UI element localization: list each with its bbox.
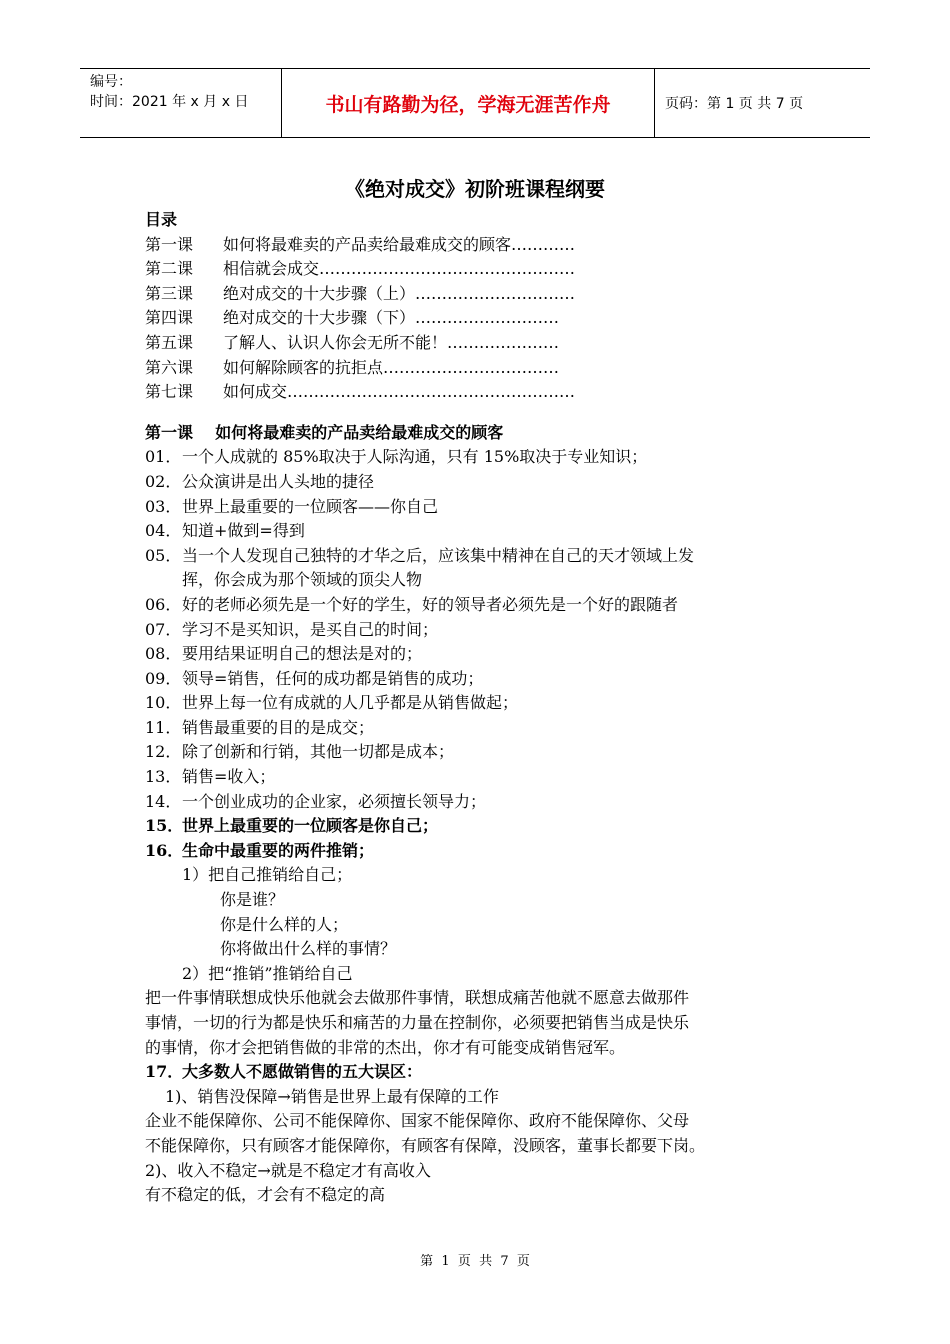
toc-item [145,380,815,405]
item-number: 02． [145,471,182,491]
toc-lesson: 第三课 [145,283,194,303]
item-text: 大多数人不愿做销售的五大误区： [182,1062,423,1082]
list-item [145,470,815,495]
sub-item-detail: 你是什么样的人； [220,914,349,934]
toc-lesson: 第五课 [145,332,194,352]
list-item [145,691,815,716]
toc-text: 了解人、认识人你会无所不能！………………… [223,332,560,352]
toc-lesson: 第七课 [145,382,194,402]
list-item [145,495,815,520]
item-text: 学习不是买知识，是买自己的时间； [182,619,439,639]
toc-item [145,356,815,381]
item-number: 12． [145,742,182,762]
item-number: 07． [145,619,182,639]
list-item [145,593,815,618]
paragraph-line: 企业不能保障你、公司不能保障你、国家不能保障你、政府不能保障你、父母 [145,1111,690,1131]
item-text: 销售最重要的目的是成交； [182,717,375,737]
item-text: 销售=收入； [182,767,276,787]
item-number: 13． [145,767,182,787]
toc-lesson: 第一课 [145,234,194,254]
header-motto: 书山有路勤为径，学海无涯苦作舟 [282,69,655,137]
header-page-label: 页码：第 1 页 共 7 页 [665,96,804,112]
item-number: 15． [145,816,184,836]
item-number: 03． [145,496,182,516]
item-number: 17． [145,1062,184,1082]
list-item [145,716,815,741]
toc-lesson: 第二课 [145,259,194,279]
list-item [145,667,815,692]
toc-heading: 目录 [145,210,178,229]
item-text: 要用结果证明自己的想法是对的； [182,644,423,664]
toc-text: 绝对成交的十大步骤（上）………………………… [223,283,576,303]
toc-lesson: 第六课 [145,357,194,377]
item-text: 世界上最重要的一位顾客是你自己； [182,816,439,836]
sub-item: 1）把自己推销给自己； [182,865,353,885]
header-meta [80,69,282,137]
item-number: 06． [145,594,182,614]
list-item [145,790,815,815]
toc-text: 如何解除顾客的抗拒点…………………………… [223,357,560,377]
toc-text: 相信就会成交………………………………………… [223,259,576,279]
toc-text: 如何将最难卖的产品卖给最难成交的顾客………… [223,234,576,254]
list-item [145,618,815,643]
sub-item-detail: 你将做出什么样的事情？ [220,939,397,959]
toc-lesson: 第四课 [145,308,194,328]
misconception-item: 2)、收入不稳定→就是不稳定才有高收入 [145,1160,431,1180]
item-text: 除了创新和行销，其他一切都是成本； [182,742,455,762]
item-number: 14． [145,791,182,811]
item-number: 09． [145,668,182,688]
item-number: 10． [145,693,182,713]
item-number: 16． [145,840,184,860]
paragraph-line: 事情，一切的行为都是快乐和痛苦的力量在控制你，必须要把销售当成是快乐 [145,1013,690,1032]
misconception-item: 1)、销售没保障→销售是世界上最有保障的工作 [165,1086,499,1106]
list-item [145,642,815,667]
item-number: 08． [145,644,182,664]
spacer [145,405,815,421]
toc-text: 绝对成交的十大步骤（下）……………………… [223,308,560,328]
list-item [145,544,815,569]
list-item-bold [145,839,815,864]
time-label: 时间：2021 年 x 月 x 日 [90,94,249,110]
list-item [145,740,815,765]
item-text: 领导=销售，任何的成功都是销售的成功； [182,668,484,688]
document-body [145,208,815,1208]
list-item [145,765,815,790]
toc-text: 如何成交……………………………………………… [223,382,576,402]
list-item-continuation [145,568,815,593]
toc-item [145,233,815,258]
lesson1-heading: 第一课 如何将最难卖的产品卖给最难成交的顾客 [145,422,504,442]
list-item-bold [145,1060,815,1085]
item-number: 11． [145,717,182,737]
item-number: 01． [145,447,182,467]
toc-item [145,257,815,282]
item-text: 生命中最重要的两件推销； [182,840,375,860]
table-of-contents [145,233,815,405]
document-title: 《绝对成交》初阶班课程纲要 [345,177,605,201]
item-text: 一个创业成功的企业家，必须擅长领导力； [182,791,487,811]
page-footer: 第 1 页 共 7 页 [420,1254,530,1269]
item-text: 世界上最重要的一位顾客——你自己 [182,496,439,516]
paragraph-line: 的事情，你才会把销售做的非常的杰出，你才有可能变成销售冠军。 [145,1037,626,1057]
item-number [145,568,182,593]
serial-label: 编号： [90,74,132,90]
item-text: 世界上每一位有成就的人几乎都是从销售做起； [182,693,519,713]
item-number: 05． [145,545,182,565]
item-text: 知道+做到=得到 [182,521,305,541]
list-item-bold [145,814,815,839]
toc-item [145,306,815,331]
item-number: 04． [145,521,182,541]
toc-item [145,282,815,307]
sub-item: 2）把“推销”推销给自己 [182,963,353,983]
page-header [80,68,870,138]
paragraph-line: 不能保障你，只有顾客才能保障你，有顾客有保障，没顾客，董事长都要下岗。 [145,1135,706,1155]
paragraph-line: 把一件事情联想成快乐他就会去做那件事情，联想成痛苦他就不愿意去做那件 [145,988,690,1008]
item-text: 好的老师必须先是一个好的学生，好的领导者必须先是一个好的跟随者 [182,594,679,614]
paragraph-line: 有不稳定的低，才会有不稳定的高 [145,1185,386,1205]
sub-item-detail: 你是谁？ [220,890,285,910]
item-text: 公众演讲是出人头地的捷径 [182,471,375,491]
toc-item [145,331,815,356]
list-item [145,519,815,544]
list-item [145,445,815,470]
item-text: 当一个人发现自己独特的才华之后，应该集中精神在自己的天才领域上发 [182,545,695,565]
item-text: 一个人成就的 85%取决于人际沟通，只有 15%取决于专业知识； [182,447,648,467]
item-text: 挥，你会成为那个领域的顶尖人物 [182,570,423,590]
